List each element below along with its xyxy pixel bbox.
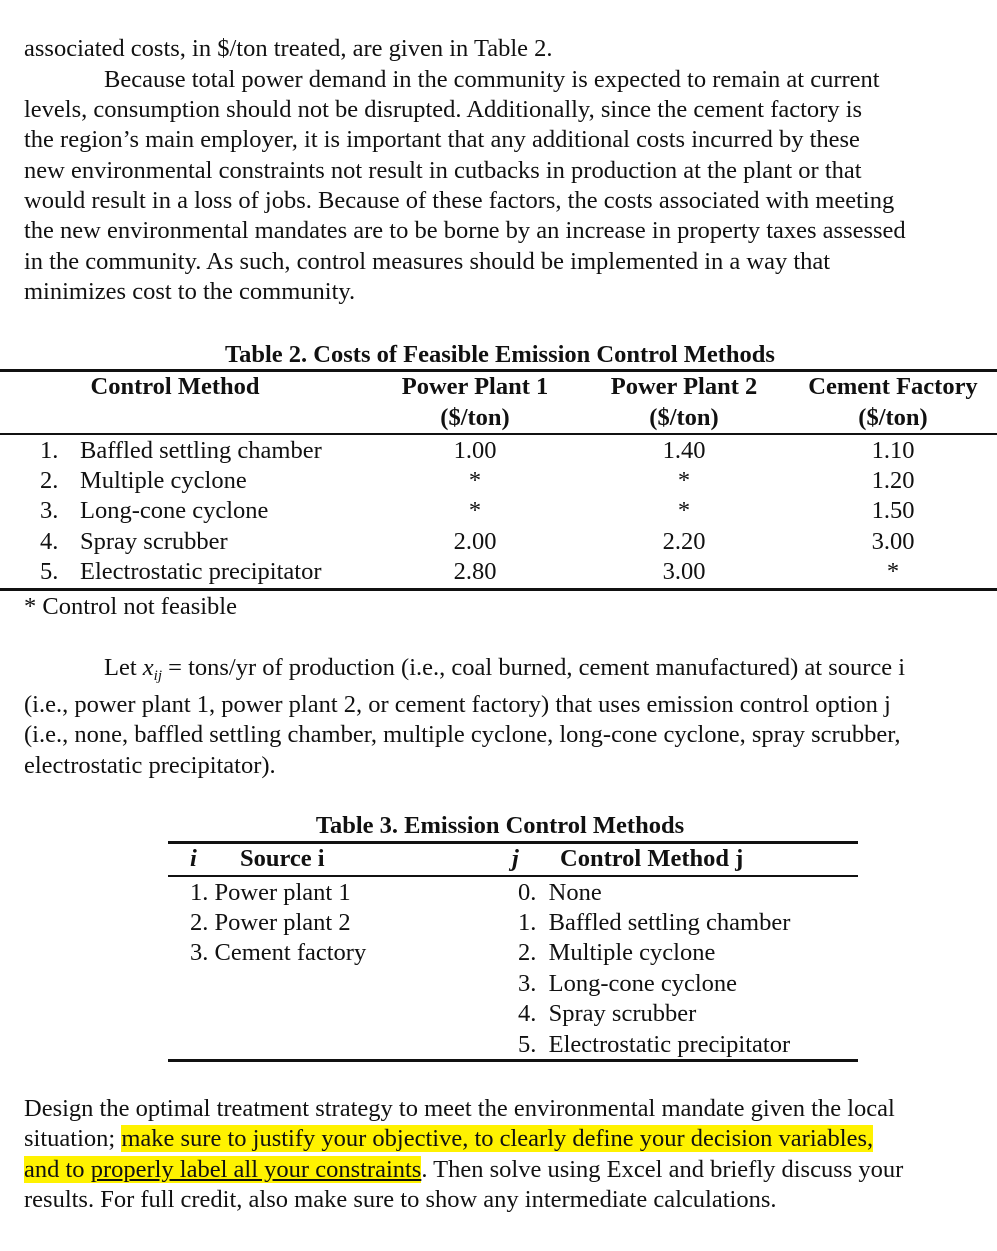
cell-cf: 1.50 [871, 497, 915, 524]
intro-line: minimizes cost to the community. [24, 278, 356, 305]
intro-line: new environmental constraints not result in cutbacks in production at the plant or that [24, 157, 862, 184]
col-header-j: j [512, 845, 519, 872]
method-item: 3. Long-cone cyclone [518, 970, 738, 997]
table-3-title: Table 3. Emission Control Methods [315, 812, 685, 839]
variable-line: (i.e., power plant 1, power plant 2, or cement factory) that uses emission control option j [24, 691, 891, 718]
intro-line: Because total power demand in the community is expected to remain at current [104, 66, 880, 93]
variable-subscript: ij [153, 668, 162, 684]
intro-line: in the community. As such, control measures should be implemented in a way that [24, 248, 831, 275]
row-number: 3. [40, 497, 59, 524]
variable-line: electrostatic precipitator). [24, 752, 276, 779]
table-2-footnote: * Control not feasible [24, 593, 237, 620]
source-item: 2. Power plant 2 [190, 909, 351, 936]
row-method: Spray scrubber [80, 528, 228, 555]
intro-line: the region’s main employer, it is important that any additional costs incurred by these [24, 126, 860, 153]
intro-line: associated costs, in $/ton treated, are given in Table 2. [24, 35, 553, 62]
cell-cf: * [886, 558, 900, 585]
task-line [24, 1124, 873, 1154]
intro-line: the new environmental mandates are to be borne by an increase in property taxes assessed [24, 217, 906, 244]
cell-pp2: 3.00 [662, 558, 706, 585]
row-method: Baffled settling chamber [80, 437, 322, 464]
col-header-pp1: Power Plant 1 [401, 373, 549, 400]
task-text: situation; [24, 1125, 122, 1152]
task-line: Design the optimal treatment strategy to meet the environmental mandate given the local [24, 1095, 895, 1122]
cell-pp1: 2.80 [453, 558, 497, 585]
method-item: 1. Baffled settling chamber [518, 909, 791, 936]
col-header-source: Source i [240, 845, 325, 872]
method-item: 2. Multiple cyclone [518, 939, 716, 966]
intro-line: levels, consumption should not be disrupted. Additionally, since the cement factory is [24, 96, 863, 123]
col-unit-cf: ($/ton) [858, 404, 928, 431]
method-item: 5. Electrostatic precipitator [518, 1031, 791, 1058]
row-number: 1. [40, 437, 59, 464]
let-text: Let [104, 654, 143, 681]
task-line [24, 1155, 903, 1185]
table-bottom-rule [0, 588, 997, 591]
row-method: Multiple cyclone [80, 467, 247, 494]
col-header-method: Control Method [90, 373, 260, 400]
task-line: results. For full credit, also make sure to show any intermediate calculations. [24, 1186, 777, 1213]
col-header-i: i [190, 845, 197, 872]
table-2-title: Table 2. Costs of Feasible Emission Control Methods [225, 341, 775, 368]
variable-line: (i.e., none, baffled settling chamber, multiple cyclone, long-cone cyclone, spray scrubber, [24, 721, 901, 748]
cell-pp2: * [677, 497, 691, 524]
col-unit-pp2: ($/ton) [649, 404, 719, 431]
cell-cf: 1.10 [871, 437, 915, 464]
task-text: . Then solve using Excel and briefly discuss your [421, 1156, 904, 1183]
variable-x: x [142, 654, 154, 681]
row-method: Electrostatic precipitator [80, 558, 322, 585]
row-number: 5. [40, 558, 59, 585]
highlighted-text-part: and to [24, 1156, 91, 1183]
col-header-control-method: Control Method j [560, 845, 744, 872]
source-item: 1. Power plant 1 [190, 879, 351, 906]
highlighted-text [24, 1156, 421, 1183]
col-header-cf: Cement Factory [808, 373, 978, 400]
cell-pp2: 1.40 [662, 437, 706, 464]
cell-pp2: 2.20 [662, 528, 706, 555]
underlined-text: properly label all your constraints [90, 1156, 422, 1183]
source-item: 3. Cement factory [190, 939, 367, 966]
table-bottom-rule [168, 1059, 858, 1062]
row-number: 2. [40, 467, 59, 494]
cell-pp2: * [677, 467, 691, 494]
variable-def-text: = tons/yr of production (i.e., coal burned, cement manufactured) at source i [162, 654, 906, 681]
cell-cf: 3.00 [871, 528, 915, 555]
cell-pp1: * [468, 497, 482, 524]
col-unit-pp1: ($/ton) [440, 404, 510, 431]
row-method: Long-cone cyclone [80, 497, 269, 524]
table-header-rule [0, 433, 997, 435]
highlighted-text: make sure to justify your objective, to clearly define your decision variables, [121, 1125, 874, 1152]
intro-line: would result in a loss of jobs. Because of these factors, the costs associated with meeting [24, 187, 895, 214]
row-number: 4. [40, 528, 59, 555]
cell-pp1: * [468, 467, 482, 494]
cell-pp1: 2.00 [453, 528, 497, 555]
col-header-pp2: Power Plant 2 [610, 373, 758, 400]
table-header-rule [168, 875, 858, 877]
cell-cf: 1.20 [871, 467, 915, 494]
cell-pp1: 1.00 [453, 437, 497, 464]
method-item: 4. Spray scrubber [518, 1000, 697, 1027]
method-item: 0. None [518, 879, 602, 906]
variable-line [104, 653, 905, 691]
